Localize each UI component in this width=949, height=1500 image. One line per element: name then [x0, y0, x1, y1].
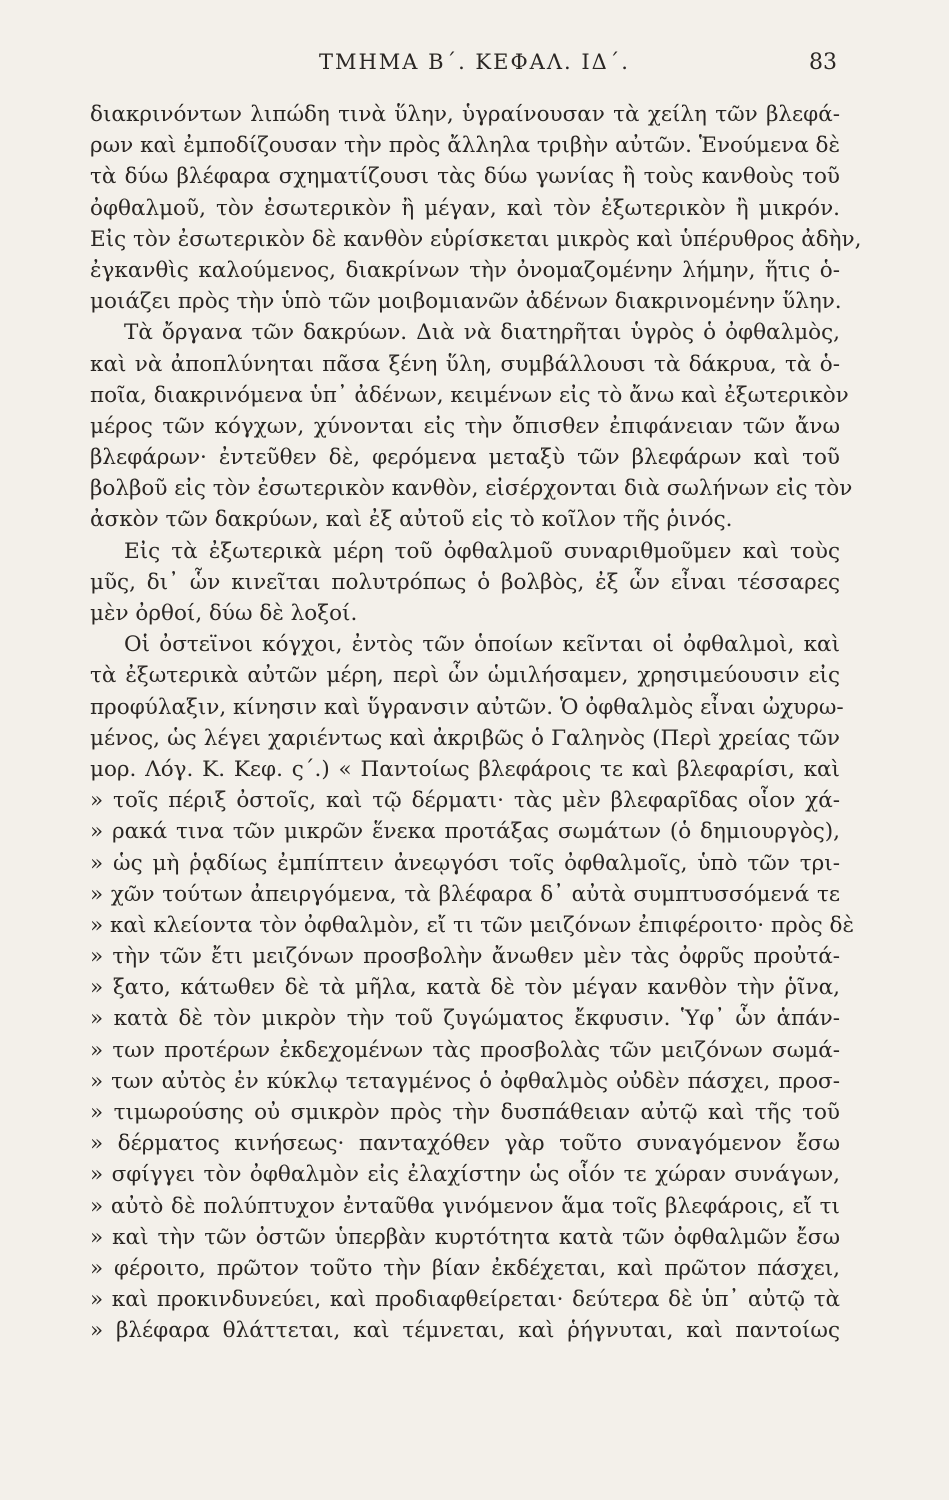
- text-line: ποῖα, διακρινόμενα ὑπ᾽ ἀδένων, κειμένων εἰς τὸ ἄνω καὶ ἐξωτερικὸν: [90, 382, 849, 408]
- text-line: » φέροιτο, πρῶτον τοῦτο τὴν βίαν ἐκδέχεται, καὶ πρῶτον πάσχει,: [90, 1255, 840, 1281]
- text-line: Τὰ ὄργανα τῶν δακρύων. Διὰ νὰ διατηρῆται ὑγρὸς ὁ ὀφθαλμὸς,: [124, 320, 840, 346]
- text-line: » καὶ κλείοντα τὸν ὀφθαλμὸν, εἴ τι τῶν μειζόνων ἐπιφέροιτο· πρὸς δὲ: [90, 912, 855, 938]
- text-line: βολβοῦ εἰς τὸν ἐσωτερικὸν κανθὸν, εἰσέρχονται διὰ σωλήνων εἰς τὸν: [90, 476, 853, 502]
- text-line: » τιμωρούσης οὐ σμικρὸν πρὸς τὴν δυσπάθειαν αὐτῷ καὶ τῆς τοῦ: [90, 1100, 840, 1125]
- running-head: [0, 50, 949, 84]
- page-number: 83: [809, 50, 837, 75]
- text-line: » καὶ προκινδυνεύει, καὶ προδιαφθείρεται· δεύτερα δὲ ὑπ᾽ αὐτῷ τὰ: [90, 1287, 840, 1313]
- body-text: [90, 99, 862, 1347]
- running-title: ΤΜΗΜΑ Β΄. ΚΕΦΑΛ. ΙΔ΄.: [318, 50, 630, 74]
- text-line: » χῶν τούτων ἀπειργόμενα, τὰ βλέφαρα δ᾽ αὐτὰ συμπτυσσόμενά τε: [90, 881, 840, 907]
- text-line: » αὐτὸ δὲ πολύπτυχον ἐνταῦθα γινόμενον ἅμα τοῖς βλεφάροις, εἴ τι: [90, 1193, 840, 1219]
- text-line: διακρινόντων λιπώδη τινὰ ὕλην, ὑγραίνουσαν τὰ χείλη τῶν βλεφά-: [90, 102, 840, 127]
- text-line: » ὡς μὴ ῥᾳδίως ἐμπίπτειν ἀνεῳγόσι τοῖς ὀφθαλμοῖς, ὑπὸ τῶν τρι-: [90, 850, 840, 876]
- text-line: ὀφθαλμοῦ, τὸν ἐσωτερικὸν ἢ μέγαν, καὶ τὸν ἐξωτερικὸν ἢ μικρόν.: [90, 195, 840, 221]
- text-line: μέρος τῶν κόγχων, χύνονται εἰς τὴν ὄπισθεν ἐπιφάνειαν τῶν ἄνω: [90, 413, 840, 439]
- text-line: » ρακά τινα τῶν μικρῶν ἕνεκα προτάξας σωμάτων (ὁ δημιουργὸς),: [90, 819, 840, 845]
- text-line: μῦς, δι᾽ ὧν κινεῖται πολυτρόπως ὁ βολβὸς, ἐξ ὧν εἶναι τέσσαρες: [90, 569, 840, 595]
- text-line: » κατὰ δὲ τὸν μικρὸν τὴν τοῦ ζυγώματος ἔκφυσιν. Ὑφ᾽ ὧν ἁπάν-: [90, 1006, 840, 1032]
- text-line: τὰ ἐξωτερικὰ αὐτῶν μέρη, περὶ ὧν ὡμιλήσαμεν, χρησιμεύουσιν εἰς: [90, 663, 840, 689]
- text-line: ρων καὶ ἐμποδίζουσαν τὴν πρὸς ἄλληλα τριβὴν αὐτῶν. Ἑνούμενα δὲ: [90, 133, 841, 159]
- text-line: ἀσκὸν τῶν δακρύων, καὶ ἐξ αὐτοῦ εἰς τὸ κοῖλον τῆς ῥινός.: [90, 507, 733, 533]
- text-line: προφύλαξιν, κίνησιν καὶ ὕγρανσιν αὐτῶν. Ὁ ὀφθαλμὸς εἶναι ὠχυρω-: [90, 694, 844, 720]
- text-line: Οἱ ὀστεϊνοι κόγχοι, ἐντὸς τῶν ὁποίων κεῖνται οἱ ὀφθαλμοὶ, καὶ: [124, 632, 840, 658]
- text-line: μοιάζει πρὸς τὴν ὑπὸ τῶν μοιβομιανῶν ἀδένων διακρινομένην ὕλην.: [90, 289, 842, 315]
- text-line: » τοῖς πέριξ ὀστοῖς, καὶ τῷ δέρματι· τὰς μὲν βλεφαρῖδας οἷον χά-: [90, 788, 840, 814]
- text-line: » βλέφαρα θλάττεται, καὶ τέμνεται, καὶ ῥήγνυται, καὶ παντοίως: [90, 1318, 840, 1344]
- text-line: Εἰς τὸν ἐσωτερικὸν δὲ κανθὸν εὑρίσκεται μικρὸς καὶ ὑπέρυθρος ἀδὴν,: [90, 226, 862, 252]
- text-line: μὲν ὀρθοί, δύω δὲ λοξοί.: [90, 601, 358, 626]
- text-line: μένος, ὡς λέγει χαριέντως καὶ ἀκριβῶς ὁ Γαληνὸς (Περὶ χρείας τῶν: [90, 725, 840, 751]
- text-line: » ξατο, κάτωθεν δὲ τὰ μῆλα, κατὰ δὲ τὸν μέγαν κανθὸν τὴν ῥῖνα,: [90, 975, 840, 1001]
- text-line: Εἰς τὰ ἐξωτερικὰ μέρη τοῦ ὀφθαλμοῦ συναριθμοῦμεν καὶ τοὺς: [124, 538, 840, 564]
- text-line: » τὴν τῶν ἔτι μειζόνων προσβολὴν ἄνωθεν μὲν τὰς ὀφρῦς προὐτά-: [90, 944, 840, 970]
- text-line: βλεφάρων· ἐντεῦθεν δὲ, φερόμενα μεταξὺ τῶν βλεφάρων καὶ τοῦ: [90, 445, 840, 471]
- text-line: καὶ νὰ ἀποπλύνηται πᾶσα ξένη ὕλη, συμβάλλουσι τὰ δάκρυα, τὰ ὁ-: [90, 351, 840, 377]
- text-line: » σφίγγει τὸν ὀφθαλμὸν εἰς ἐλαχίστην ὡς οἷόν τε χώραν συνάγων,: [90, 1162, 840, 1188]
- text-line: τὰ δύω βλέφαρα σχηματίζουσι τὰς δύω γωνίας ἢ τοὺς κανθοὺς τοῦ: [90, 164, 840, 190]
- text-line: ἐγκανθὶς καλούμενος, διακρίνων τὴν ὀνομαζομένην λήμην, ἥτις ὁ-: [90, 257, 840, 283]
- text-line: » καὶ τὴν τῶν ὀστῶν ὑπερβὰν κυρτότητα κατὰ τῶν ὀφθαλμῶν ἔσω: [90, 1224, 840, 1250]
- text-line: » των προτέρων ἐκδεχομένων τὰς προσβολὰς τῶν μειζόνων σωμά-: [90, 1037, 840, 1063]
- text-line: μορ. Λόγ. Κ. Κεφ. ς΄.) « Παντοίως βλεφάροις τε καὶ βλεφαρίσι, καὶ: [90, 756, 840, 782]
- text-line: » δέρματος κινήσεως· πανταχόθεν γὰρ τοῦτο συναγόμενον ἔσω: [90, 1131, 840, 1157]
- text-line: » των αὐτὸς ἐν κύκλῳ τεταγμένος ὁ ὀφθαλμὸς οὐδὲν πάσχει, προσ-: [90, 1068, 840, 1094]
